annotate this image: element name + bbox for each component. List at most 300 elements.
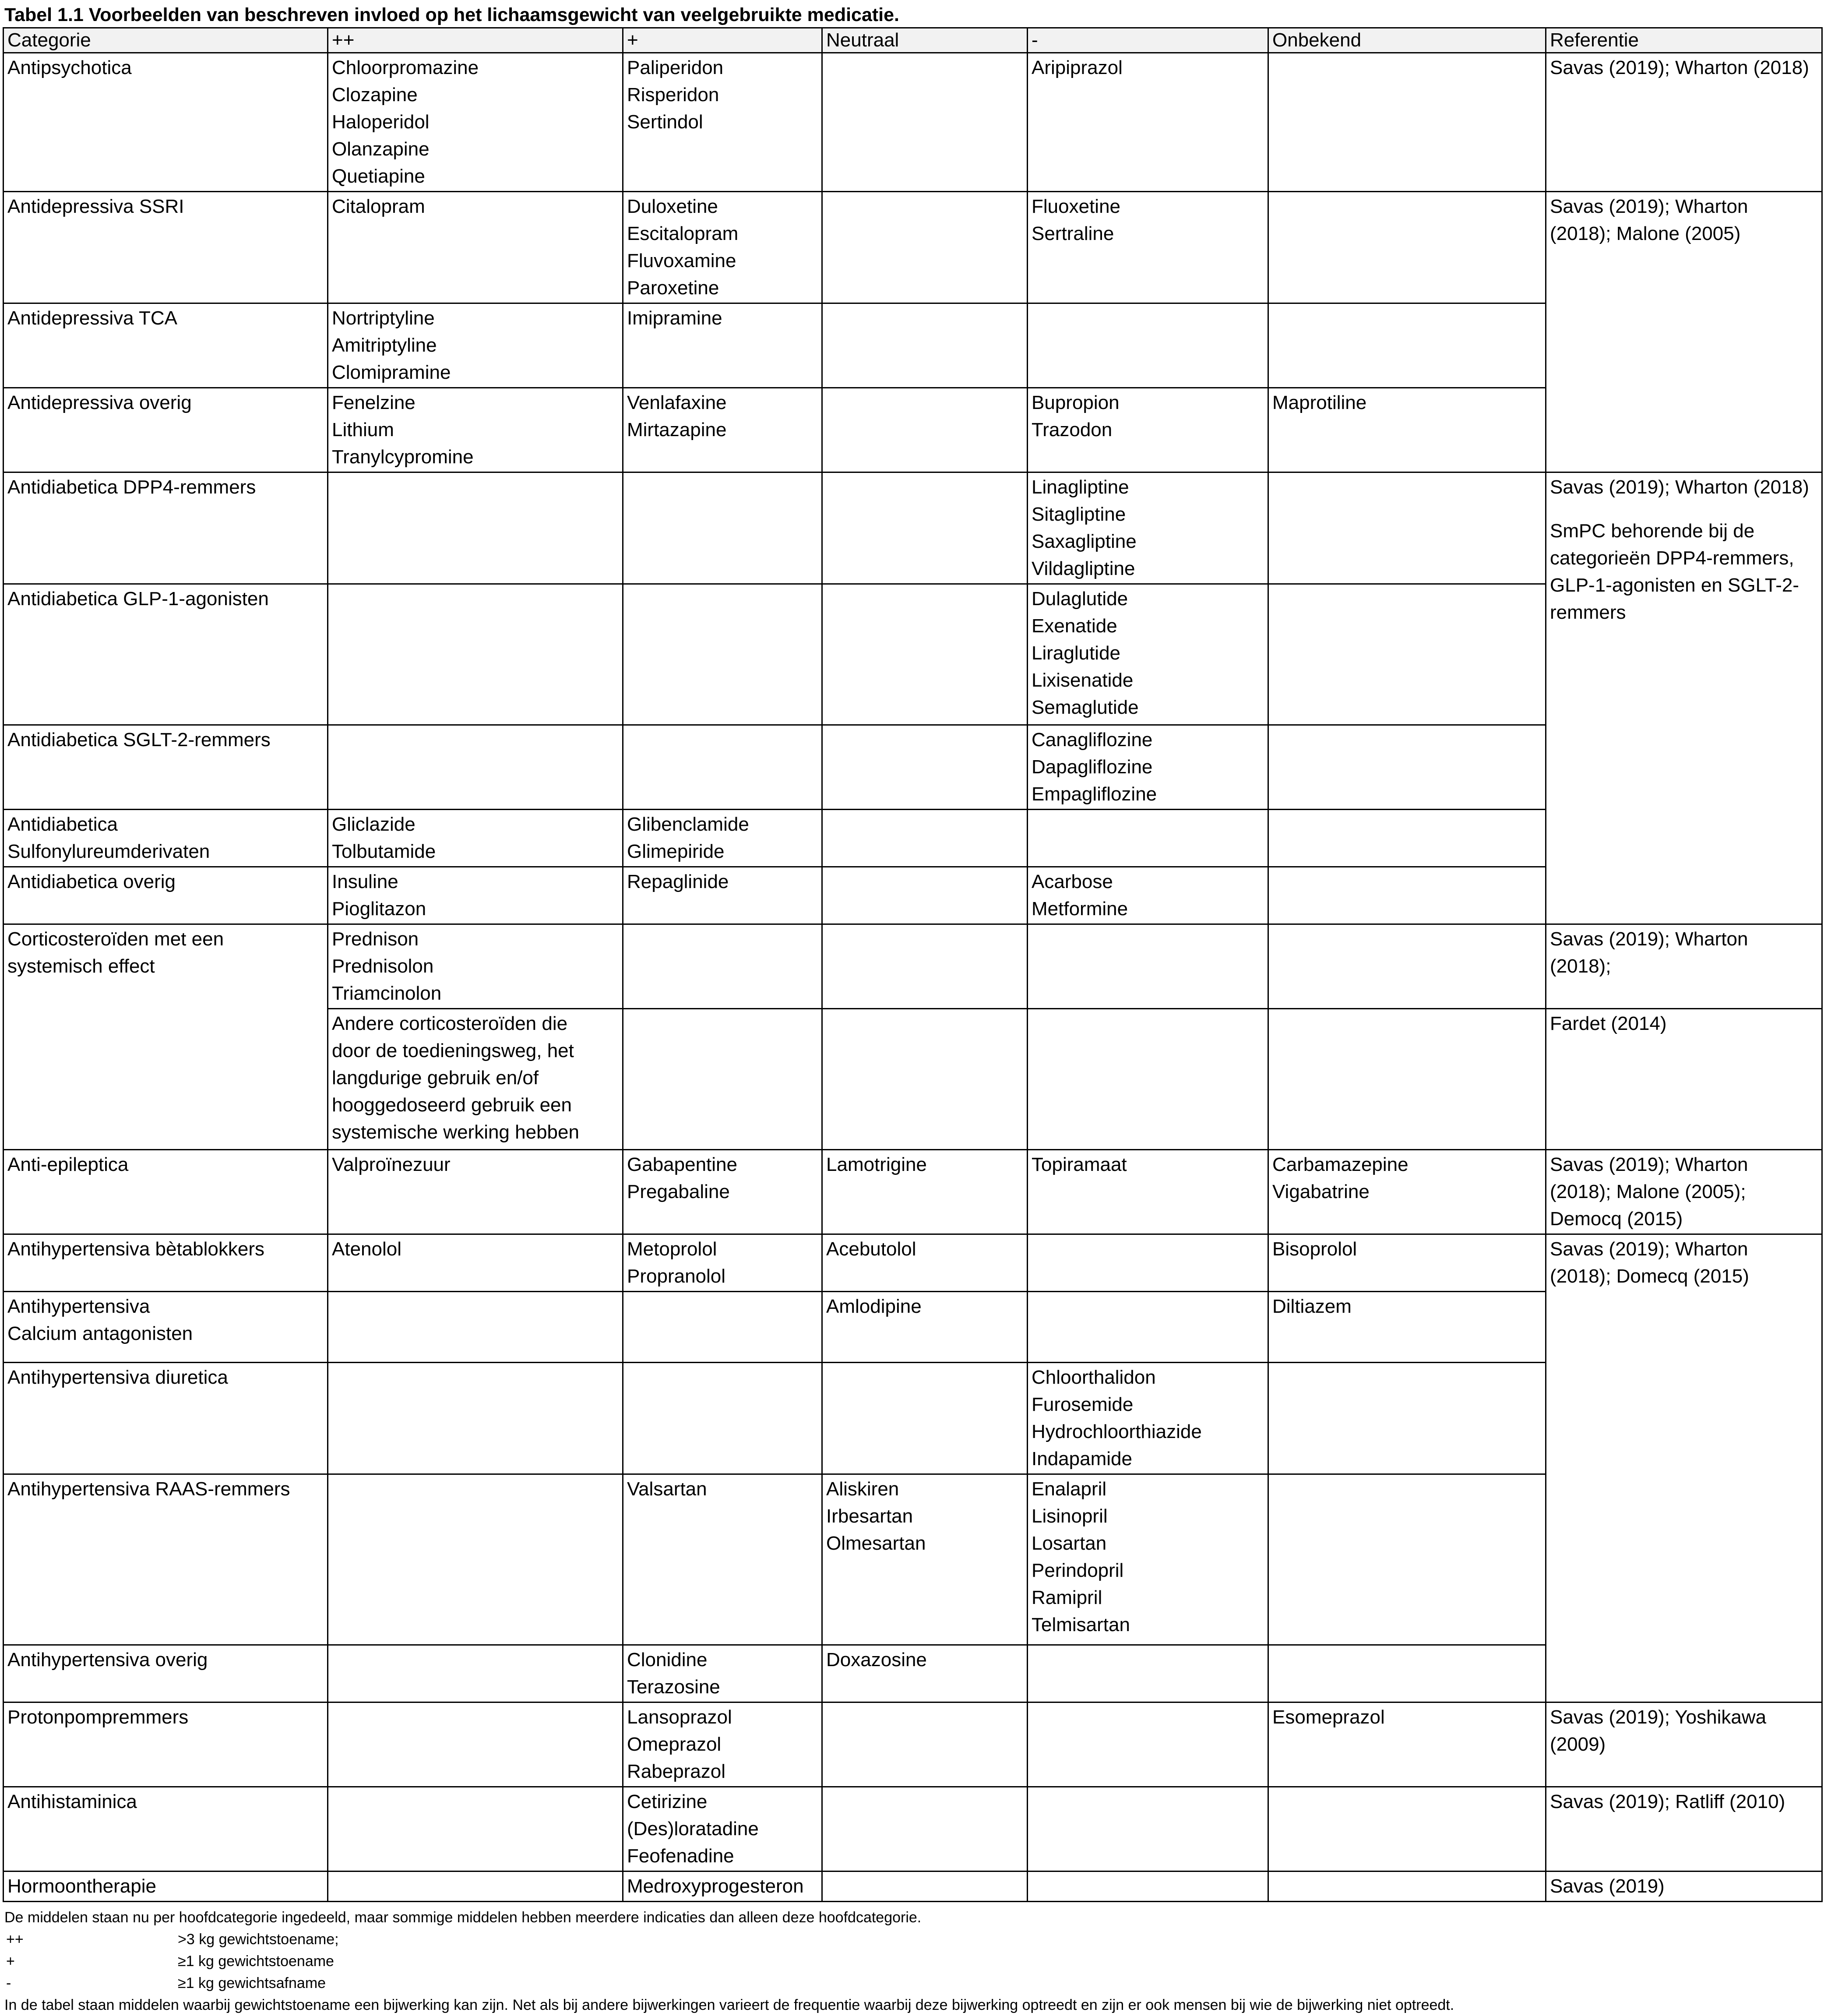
header-referentie: Referentie	[1546, 28, 1822, 53]
cell-line: Fenelzine	[332, 392, 416, 413]
cell-line: Quetiapine	[332, 166, 425, 187]
cell-neutraal	[822, 388, 1028, 472]
table-row	[4, 1234, 1822, 1292]
notes-outro: In de tabel staan middelen waarbij gewichtstoename een bijwerking kan zijn. Net als bij andere bijwerkingen varieert de frequentie waarbij deze bijwerking optreedt en zijn er ook mensen bij wie de bijwerking niet optreedt.	[4, 1997, 1454, 2013]
cell-min	[1028, 388, 1268, 472]
table-row	[4, 1150, 1822, 1234]
cell-line: (2009)	[1550, 1734, 1606, 1755]
cell-neutraal	[822, 1645, 1028, 1702]
cell-line: Bisoprolol	[1272, 1238, 1357, 1260]
table-row	[4, 1787, 1822, 1871]
cell-line: Antidiabetica SGLT-2-remmers	[7, 729, 271, 751]
cell-line: Dapagliflozine	[1032, 756, 1153, 778]
cell-line: Savas (2019); Wharton	[1550, 1154, 1748, 1175]
cell-categorie	[4, 1474, 328, 1645]
cell-categorie	[4, 924, 328, 1150]
cell-line: Acebutolol	[826, 1238, 916, 1260]
cell-min	[1028, 1292, 1268, 1363]
table-row	[4, 472, 1822, 584]
cell-categorie	[4, 1787, 328, 1871]
cell-categorie	[4, 1645, 328, 1702]
cell-line: Antidepressiva SSRI	[7, 196, 184, 217]
cell-categorie	[4, 810, 328, 867]
cell-line: (2018);	[1550, 955, 1611, 977]
cell-plusplus	[328, 1871, 623, 1902]
legend-item	[4, 1972, 1821, 1994]
legend-item	[4, 1950, 1821, 1972]
cell-plus	[623, 1871, 822, 1902]
cell-line: Hydrochloorthiazide	[1032, 1421, 1202, 1442]
cell-line: Triamcinolon	[332, 983, 442, 1004]
cell-categorie	[4, 303, 328, 388]
cell-referentie	[1546, 192, 1822, 472]
header-plus: +	[623, 28, 822, 53]
cell-line: Savas (2019); Yoshikawa	[1550, 1706, 1767, 1728]
cell-line: Insuline	[332, 871, 398, 892]
cell-line: Aliskiren	[826, 1478, 899, 1500]
cell-line: Olanzapine	[332, 138, 430, 160]
cell-line: (2018); Malone (2005)	[1550, 223, 1741, 244]
cell-line: Ramipril	[1032, 1587, 1102, 1608]
cell-plusplus	[328, 924, 623, 1009]
cell-line: Sitagliptine	[1032, 504, 1126, 525]
cell-line: Calcium antagonisten	[7, 1323, 193, 1344]
cell-line: Imipramine	[627, 307, 722, 329]
cell-line: Fluoxetine	[1032, 196, 1121, 217]
cell-min	[1028, 192, 1268, 303]
cell-referentie	[1546, 1702, 1822, 1787]
cell-plusplus	[328, 1234, 623, 1292]
legend-symbol: +	[6, 1953, 15, 1970]
cell-line: Tranylcypromine	[332, 446, 474, 468]
cell-categorie	[4, 725, 328, 810]
cell-line: Furosemide	[1032, 1394, 1134, 1415]
cell-line: Fardet (2014)	[1550, 1013, 1667, 1034]
cell-referentie	[1546, 1787, 1822, 1871]
cell-plus	[623, 1702, 822, 1787]
cell-neutraal	[822, 303, 1028, 388]
cell-onbekend	[1268, 1292, 1546, 1363]
cell-min	[1028, 1871, 1268, 1902]
cell-plusplus	[328, 1702, 623, 1787]
cell-neutraal	[822, 1150, 1028, 1234]
cell-line: Antihistaminica	[7, 1791, 137, 1812]
cell-neutraal	[822, 472, 1028, 584]
cell-line: Venlafaxine	[627, 392, 727, 413]
cell-plus	[623, 53, 822, 192]
cell-line: Savas (2019); Wharton	[1550, 1238, 1748, 1260]
cell-line: SmPC behorende bij de	[1550, 520, 1755, 542]
cell-line: Saxagliptine	[1032, 531, 1137, 552]
cell-plus	[623, 1234, 822, 1292]
cell-min	[1028, 1474, 1268, 1645]
header-neutraal: Neutraal	[822, 28, 1028, 53]
cell-plusplus	[328, 1474, 623, 1645]
cell-referentie	[1546, 472, 1822, 924]
table-row	[4, 1702, 1822, 1787]
cell-onbekend	[1268, 1871, 1546, 1902]
cell-line: Democq (2015)	[1550, 1208, 1683, 1230]
cell-plus	[623, 192, 822, 303]
cell-plusplus	[328, 1645, 623, 1702]
cell-plus	[623, 388, 822, 472]
cell-line: Antihypertensiva RAAS-remmers	[7, 1478, 290, 1500]
cell-neutraal	[822, 1871, 1028, 1902]
cell-neutraal	[822, 584, 1028, 725]
cell-line: Vigabatrine	[1272, 1181, 1370, 1202]
cell-line: Atenolol	[332, 1238, 402, 1260]
cell-onbekend	[1268, 1363, 1546, 1474]
cell-line: GLP-1-agonisten en SGLT-2-	[1550, 574, 1799, 596]
cell-line: Gliclazide	[332, 814, 416, 835]
cell-line: Metoprolol	[627, 1238, 717, 1260]
cell-categorie	[4, 1292, 328, 1363]
cell-onbekend	[1268, 192, 1546, 303]
cell-line: Trazodon	[1032, 419, 1113, 441]
cell-line: Indapamide	[1032, 1448, 1132, 1470]
header-min: -	[1028, 28, 1268, 53]
cell-line: Antidepressiva TCA	[7, 307, 178, 329]
cell-line: Repaglinide	[627, 871, 729, 892]
cell-line: Empagliflozine	[1032, 783, 1157, 805]
cell-min	[1028, 472, 1268, 584]
legend-symbol: -	[6, 1975, 11, 1991]
cell-plus	[623, 867, 822, 924]
cell-plus	[623, 1787, 822, 1871]
cell-line: Cetirizine	[627, 1791, 708, 1812]
cell-line: Savas (2019); Ratliff (2010)	[1550, 1791, 1785, 1812]
cell-categorie	[4, 1150, 328, 1234]
cell-line: Savas (2019); Wharton	[1550, 928, 1748, 950]
cell-line: Olmesartan	[826, 1533, 926, 1554]
cell-line: Liraglutide	[1032, 642, 1121, 664]
table-notes	[3, 1907, 1821, 2016]
cell-line: Vildagliptine	[1032, 558, 1135, 579]
cell-line: remmers	[1550, 602, 1626, 623]
cell-line: Hormoontherapie	[7, 1875, 156, 1897]
cell-line: categorieën DPP4-remmers,	[1550, 547, 1794, 569]
cell-line: Lansoprazol	[627, 1706, 732, 1728]
cell-line: Antidiabetica overig	[7, 871, 176, 892]
cell-plusplus	[328, 388, 623, 472]
cell-neutraal	[822, 725, 1028, 810]
cell-onbekend	[1268, 1234, 1546, 1292]
cell-plus	[623, 1150, 822, 1234]
cell-plusplus	[328, 1787, 623, 1871]
cell-line: (2018); Malone (2005);	[1550, 1181, 1746, 1202]
cell-onbekend	[1268, 1702, 1546, 1787]
cell-line: Prednison	[332, 928, 419, 950]
cell-neutraal	[822, 1702, 1028, 1787]
cell-line: Antidiabetica DPP4-remmers	[7, 476, 256, 498]
cell-onbekend	[1268, 1787, 1546, 1871]
cell-line: Antidepressiva overig	[7, 392, 192, 413]
cell-onbekend	[1268, 303, 1546, 388]
cell-onbekend	[1268, 725, 1546, 810]
document-page	[3, 3, 1821, 2016]
table-row	[4, 924, 1822, 1009]
cell-plusplus	[328, 192, 623, 303]
cell-line: Valproïnezuur	[332, 1154, 451, 1175]
cell-categorie	[4, 388, 328, 472]
cell-line: Clozapine	[332, 84, 418, 106]
cell-line: Enalapril	[1032, 1478, 1107, 1500]
legend-symbol: ++	[6, 1931, 24, 1948]
cell-plusplus	[328, 867, 623, 924]
cell-neutraal	[822, 1787, 1028, 1871]
cell-line: Nortriptyline	[332, 307, 435, 329]
cell-min	[1028, 1234, 1268, 1292]
cell-line: Sertraline	[1032, 223, 1114, 244]
cell-line: Pregabaline	[627, 1181, 730, 1202]
cell-line: Carbamazepine	[1272, 1154, 1408, 1175]
cell-plus	[623, 1363, 822, 1474]
cell-line: Antidiabetica	[7, 814, 118, 835]
cell-plus	[623, 472, 822, 584]
cell-plusplus	[328, 725, 623, 810]
cell-plusplus	[328, 303, 623, 388]
cell-line: Sertindol	[627, 111, 703, 133]
cell-plus	[623, 584, 822, 725]
cell-line: Savas (2019); Wharton (2018)	[1550, 476, 1809, 498]
cell-line: Maprotiline	[1272, 392, 1367, 413]
cell-onbekend	[1268, 53, 1546, 192]
cell-line: hooggedoseerd gebruik een	[332, 1094, 572, 1116]
cell-line: Glibenclamide	[627, 814, 749, 835]
header-onbekend: Onbekend	[1268, 28, 1546, 53]
cell-line: Antihypertensiva bètablokkers	[7, 1238, 264, 1260]
cell-plus	[623, 810, 822, 867]
cell-onbekend	[1268, 472, 1546, 584]
cell-categorie	[4, 1871, 328, 1902]
legend-text: >3 kg gewichtstoename;	[178, 1931, 339, 1948]
cell-plusplus	[328, 1363, 623, 1474]
cell-categorie	[4, 1363, 328, 1474]
cell-line: Valsartan	[627, 1478, 707, 1500]
cell-line: Clonidine	[627, 1649, 708, 1671]
cell-line: Antihypertensiva overig	[7, 1649, 208, 1671]
cell-line: Exenatide	[1032, 615, 1117, 637]
cell-line: Lisinopril	[1032, 1505, 1108, 1527]
cell-line: Prednisolon	[332, 955, 434, 977]
cell-plusplus	[328, 1292, 623, 1363]
cell-line: Chloorthalidon	[1032, 1367, 1156, 1388]
cell-line: Risperidon	[627, 84, 719, 106]
header-categorie: Categorie	[4, 28, 328, 53]
cell-line: Savas (2019); Wharton	[1550, 196, 1748, 217]
cell-categorie	[4, 53, 328, 192]
cell-line: langdurige gebruik en/of	[332, 1067, 539, 1089]
cell-neutraal	[822, 1474, 1028, 1645]
cell-line: Duloxetine	[627, 196, 718, 217]
cell-line: Glimepiride	[627, 841, 725, 862]
cell-line: Linagliptine	[1032, 476, 1129, 498]
cell-line: Medroxyprogesteron	[627, 1875, 804, 1897]
cell-min	[1028, 53, 1268, 192]
cell-plusplus	[328, 584, 623, 725]
cell-referentie	[1546, 1871, 1822, 1902]
cell-referentie	[1546, 1009, 1822, 1150]
cell-min	[1028, 867, 1268, 924]
cell-plusplus	[328, 472, 623, 584]
cell-line: systemische werking hebben	[332, 1121, 579, 1143]
cell-onbekend	[1268, 1009, 1546, 1150]
legend-item	[4, 1928, 1821, 1950]
cell-min	[1028, 1150, 1268, 1234]
cell-line: Citalopram	[332, 196, 425, 217]
cell-neutraal	[822, 1292, 1028, 1363]
cell-spacer	[1550, 501, 1818, 518]
cell-onbekend	[1268, 810, 1546, 867]
cell-line: Tolbutamide	[332, 841, 436, 862]
cell-categorie	[4, 192, 328, 303]
cell-plus	[623, 725, 822, 810]
cell-categorie	[4, 1234, 328, 1292]
cell-plus	[623, 1292, 822, 1363]
cell-line: (Des)loratadine	[627, 1818, 759, 1840]
cell-line: Topiramaat	[1032, 1154, 1127, 1175]
cell-line: Acarbose	[1032, 871, 1113, 892]
cell-line: Dulaglutide	[1032, 588, 1128, 610]
cell-min	[1028, 584, 1268, 725]
legend-text: ≥1 kg gewichtsafname	[178, 1975, 326, 1991]
cell-line: Telmisartan	[1032, 1614, 1130, 1635]
table-title: Tabel 1.1 Voorbeelden van beschreven invloed op het lichaamsgewicht van veelgebruikte medicatie.	[4, 4, 899, 25]
cell-line: Haloperidol	[332, 111, 430, 133]
cell-line: Lamotrigine	[826, 1154, 927, 1175]
cell-line: Lithium	[332, 419, 394, 441]
cell-neutraal	[822, 810, 1028, 867]
cell-line: Savas (2019); Wharton (2018)	[1550, 57, 1809, 78]
cell-categorie	[4, 584, 328, 725]
table-row	[4, 192, 1822, 303]
cell-plus	[623, 924, 822, 1009]
cell-neutraal	[822, 1363, 1028, 1474]
cell-line: Chloorpromazine	[332, 57, 479, 78]
cell-referentie	[1546, 53, 1822, 192]
cell-categorie	[4, 1702, 328, 1787]
cell-line: Protonpompremmers	[7, 1706, 189, 1728]
cell-min	[1028, 1702, 1268, 1787]
cell-min	[1028, 303, 1268, 388]
cell-line: (2018); Domecq (2015)	[1550, 1265, 1749, 1287]
cell-neutraal	[822, 192, 1028, 303]
cell-neutraal	[822, 53, 1028, 192]
cell-neutraal	[822, 867, 1028, 924]
cell-min	[1028, 1645, 1268, 1702]
cell-line: Aripiprazol	[1032, 57, 1123, 78]
cell-plus	[623, 1009, 822, 1150]
cell-referentie	[1546, 1234, 1822, 1702]
cell-plusplus	[328, 53, 623, 192]
cell-min	[1028, 924, 1268, 1009]
cell-line: Doxazosine	[826, 1649, 927, 1671]
cell-referentie	[1546, 924, 1822, 1009]
medication-weight-table	[3, 27, 1823, 1902]
cell-neutraal	[822, 1009, 1028, 1150]
cell-line: Sulfonylureumderivaten	[7, 841, 210, 862]
legend-text: ≥1 kg gewichtstoename	[178, 1953, 334, 1970]
cell-line: Losartan	[1032, 1533, 1107, 1554]
cell-line: Antidiabetica GLP-1-agonisten	[7, 588, 269, 610]
cell-line: Propranolol	[627, 1265, 726, 1287]
cell-line: Perindopril	[1032, 1560, 1124, 1581]
cell-min	[1028, 1009, 1268, 1150]
header-plusplus: ++	[328, 28, 623, 53]
cell-categorie	[4, 472, 328, 584]
cell-plus	[623, 1645, 822, 1702]
cell-onbekend	[1268, 1645, 1546, 1702]
cell-plusplus	[328, 1150, 623, 1234]
table-header-row	[4, 28, 1822, 53]
cell-line: Clomipramine	[332, 362, 451, 383]
cell-plusplus	[328, 810, 623, 867]
cell-line: Esomeprazol	[1272, 1706, 1385, 1728]
cell-onbekend	[1268, 867, 1546, 924]
cell-line: Antihypertensiva diuretica	[7, 1367, 228, 1388]
cell-plus	[623, 303, 822, 388]
cell-min	[1028, 725, 1268, 810]
cell-line: Terazosine	[627, 1676, 720, 1698]
cell-min	[1028, 810, 1268, 867]
cell-line: Metformine	[1032, 898, 1128, 920]
notes-intro: De middelen staan nu per hoofdcategorie ingedeeld, maar sommige middelen hebben meerdere indicaties dan alleen deze hoofdcategorie.	[4, 1909, 922, 1926]
cell-line: Lixisenatide	[1032, 670, 1134, 691]
cell-referentie	[1546, 1150, 1822, 1234]
cell-neutraal	[822, 1234, 1028, 1292]
cell-line: Semaglutide	[1032, 697, 1139, 718]
cell-line: Anti-epileptica	[7, 1154, 129, 1175]
cell-min	[1028, 1787, 1268, 1871]
cell-onbekend	[1268, 388, 1546, 472]
cell-line: Diltiazem	[1272, 1296, 1352, 1317]
cell-line: Antihypertensiva	[7, 1296, 150, 1317]
cell-line: Feofenadine	[627, 1845, 734, 1867]
cell-line: Mirtazapine	[627, 419, 727, 441]
cell-line: Amitriptyline	[332, 335, 437, 356]
legend-list	[4, 1928, 1821, 1994]
cell-neutraal	[822, 924, 1028, 1009]
cell-onbekend	[1268, 1150, 1546, 1234]
cell-line: door de toedieningsweg, het	[332, 1040, 574, 1061]
cell-onbekend	[1268, 584, 1546, 725]
cell-line: Andere corticosteroïden die	[332, 1013, 568, 1034]
cell-min	[1028, 1363, 1268, 1474]
table-row	[4, 53, 1822, 192]
cell-line: Corticosteroïden met een	[7, 928, 224, 950]
cell-line: Paroxetine	[627, 277, 719, 299]
cell-line: Savas (2019)	[1550, 1875, 1665, 1897]
cell-line: Omeprazol	[627, 1734, 722, 1755]
cell-line: Amlodipine	[826, 1296, 922, 1317]
cell-line: Irbesartan	[826, 1505, 913, 1527]
cell-line: Fluvoxamine	[627, 250, 736, 271]
cell-onbekend	[1268, 924, 1546, 1009]
cell-onbekend	[1268, 1474, 1546, 1645]
cell-plus	[623, 1474, 822, 1645]
cell-line: Escitalopram	[627, 223, 739, 244]
cell-line: Bupropion	[1032, 392, 1120, 413]
table-row	[4, 1871, 1822, 1902]
cell-line: Antipsychotica	[7, 57, 132, 78]
cell-line: Paliperidon	[627, 57, 724, 78]
cell-categorie	[4, 867, 328, 924]
cell-line: Gabapentine	[627, 1154, 737, 1175]
cell-line: Rabeprazol	[627, 1761, 726, 1782]
cell-line: Canagliflozine	[1032, 729, 1153, 751]
cell-plusplus	[328, 1009, 623, 1150]
cell-line: systemisch effect	[7, 955, 155, 977]
